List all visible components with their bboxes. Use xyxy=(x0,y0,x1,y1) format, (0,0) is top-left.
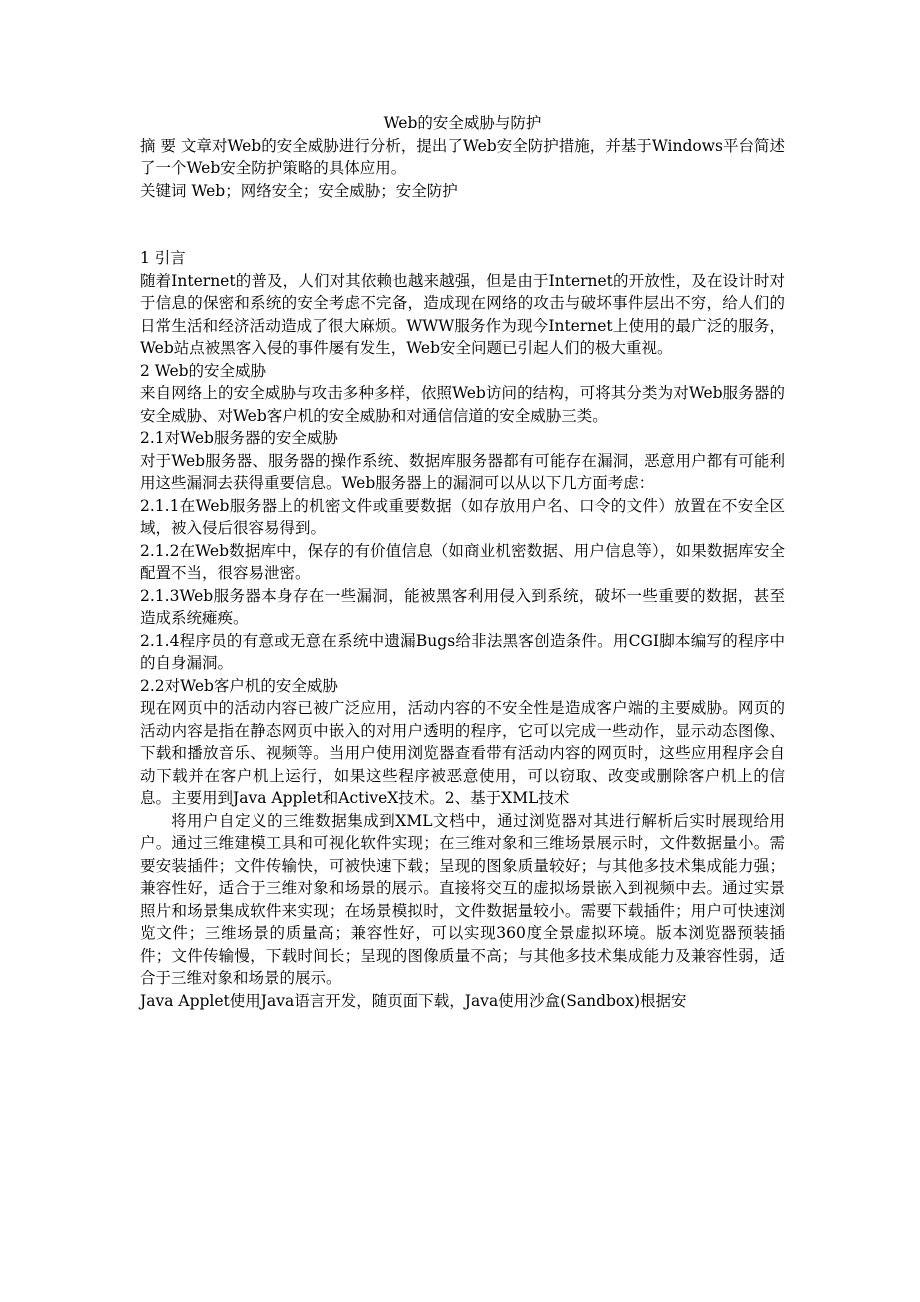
subsection-heading: 2.1对Web服务器的安全威胁 xyxy=(140,429,338,447)
paragraph: 来自网络上的安全威胁与攻击多种多样，依照Web访问的结构，可将其分类为对Web服务器的安全威胁、对Web客户机的安全威胁和对通信信道的安全威胁三类。 xyxy=(140,384,785,425)
document-title: Web的安全威胁与防护 xyxy=(383,114,542,132)
section-heading: 1 引言 xyxy=(140,249,186,267)
paragraph-indented: 将用户自定义的三维数据集成到XML文档中，通过浏览器对其进行解析后实时展现给用户。通过三维建模工具和可视化软件实现；在三维对象和三维场景展示时，文件数据量小。需要安装插件；文件传输快，可被快速下载；呈现的图象质量较好；与其他多技术集成能力强；兼容性好，适合于三维对象和场景的展示。直接将交互的虚拟场景嵌入到视频中去。通过实景照片和场景集成软件来实现；在场景模拟时，文件数据量较小。需要下载插件；用户可快速浏览文件；三维场景的质量高；兼容性好，可以实现360度全景虚拟环境。版本浏览器预装插件；文件传输慢，下载时间长；呈现的图像质量不高；与其他多技术集成能力及兼容性弱，适合于三维对象和场景的展示。 xyxy=(140,811,785,987)
paragraph: 2.1.1在Web服务器上的机密文件或重要数据（如存放用户名、口令的文件）放置在不安全区域，被入侵后很容易得到。 xyxy=(140,496,785,537)
keywords-text: Web；网络安全；安全威胁；安全防护 xyxy=(191,181,458,200)
abstract-text: 文章对Web的安全威胁进行分析，提出了Web安全防护措施，并基于Windows平台简述了一个Web安全防护策略的具体应用。 xyxy=(140,136,785,177)
paragraph: Java Applet使用Java语言开发，随页面下载，Java使用沙盒(Sandbox)根据安 xyxy=(140,991,687,1010)
section-heading: 2 Web的安全威胁 xyxy=(140,361,267,380)
subsection-heading: 2.2对Web客户机的安全威胁 xyxy=(140,676,338,695)
abstract xyxy=(140,135,785,180)
paragraph: 2.1.2在Web数据库中，保存的有价值信息（如商业机密数据、用户信息等），如果数据库安全配置不当，很容易泄密。 xyxy=(140,541,785,582)
abstract-label: 摘 要 xyxy=(140,136,181,155)
spacer xyxy=(140,202,785,247)
document-page xyxy=(140,112,785,1012)
keywords xyxy=(140,180,785,203)
paragraph: 2.1.3Web服务器本身存在一些漏洞，能被黑客利用侵入到系统，破坏一些重要的数据，甚至造成系统瘫痪。 xyxy=(140,586,785,627)
paragraph: 随着Internet的普及，人们对其依赖也越来越强，但是由于Internet的开放性，及在设计时对于信息的保密和系统的安全考虑不完备，造成现在网络的攻击与破坏事件层出不穷，给人们的日常生活和经济活动造成了很大麻烦。WWW服务作为现今Internet上使用的最广泛的服务，Web站点被黑客入侵的事件屡有发生，Web安全问题已引起人们的极大重视。 xyxy=(140,271,785,357)
keywords-label: 关键词 xyxy=(140,181,192,200)
paragraph: 对于Web服务器、服务器的操作系统、数据库服务器都有可能存在漏洞，恶意用户都有可能利用这些漏洞去获得重要信息。Web服务器上的漏洞可以从以下几方面考虑： xyxy=(140,451,785,492)
paragraph: 2.1.4程序员的有意或无意在系统中遗漏Bugs给非法黑客创造条件。用CGI脚本编写的程序中的自身漏洞。 xyxy=(140,631,785,672)
paragraph: 现在网页中的活动内容已被广泛应用，活动内容的不安全性是造成客户端的主要威胁。网页的活动内容是指在静态网页中嵌入的对用户透明的程序，它可以完成一些动作，显示动态图像、下载和播放音乐、视频等。当用户使用浏览器查看带有活动内容的网页时，这些应用程序会自动下载并在客户机上运行，如果这些程序被恶意使用，可以窃取、改变或删除客户机上的信息。主要用到Java Applet和ActiveX技术。2、基于XML技术 xyxy=(140,699,785,807)
